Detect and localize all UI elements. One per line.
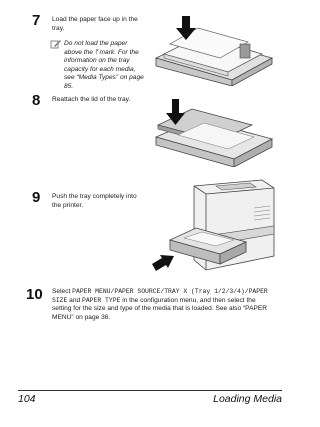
page-number: 104 — [18, 393, 36, 405]
step-10-text-lead: Select — [52, 288, 73, 295]
step-10-text — [52, 288, 270, 322]
push-tray-illustration — [150, 178, 276, 280]
step-10-menu-item: PAPER TYPE — [82, 296, 121, 304]
step-10-text-tail: in the configuration menu, and then select the setting for the size and type of the media that is loaded. See also “PAPER MENU” on page 36. — [52, 296, 268, 321]
step-8-number: 8 — [32, 92, 41, 109]
footer-rule — [18, 390, 282, 391]
note-pen-icon — [50, 38, 62, 50]
step-7-text: Load the paper face up in the tray. — [52, 16, 138, 32]
step-9-text: Push the tray completely into the printer. — [52, 193, 137, 209]
step-10-number: 10 — [26, 286, 43, 303]
step-7-number: 7 — [32, 12, 41, 29]
step-9-number: 9 — [32, 189, 41, 206]
note-text: Do not load the paper above the ⤒ mark. For the information on the tray capacity for each media, see “Media Types” on page 85. — [64, 40, 144, 90]
reattach-lid-illustration — [148, 95, 276, 167]
load-paper-illustration — [150, 14, 275, 86]
section-title: Loading Media — [213, 393, 282, 405]
step-10-menu-path: PAPER MENU/PAPER SOURCE/TRAY X (Tray 1/2/3/4)/PAPER SIZE — [52, 288, 268, 304]
step-8-text: Reattach the lid of the tray. — [52, 96, 131, 103]
step-10-and: and — [67, 296, 83, 304]
